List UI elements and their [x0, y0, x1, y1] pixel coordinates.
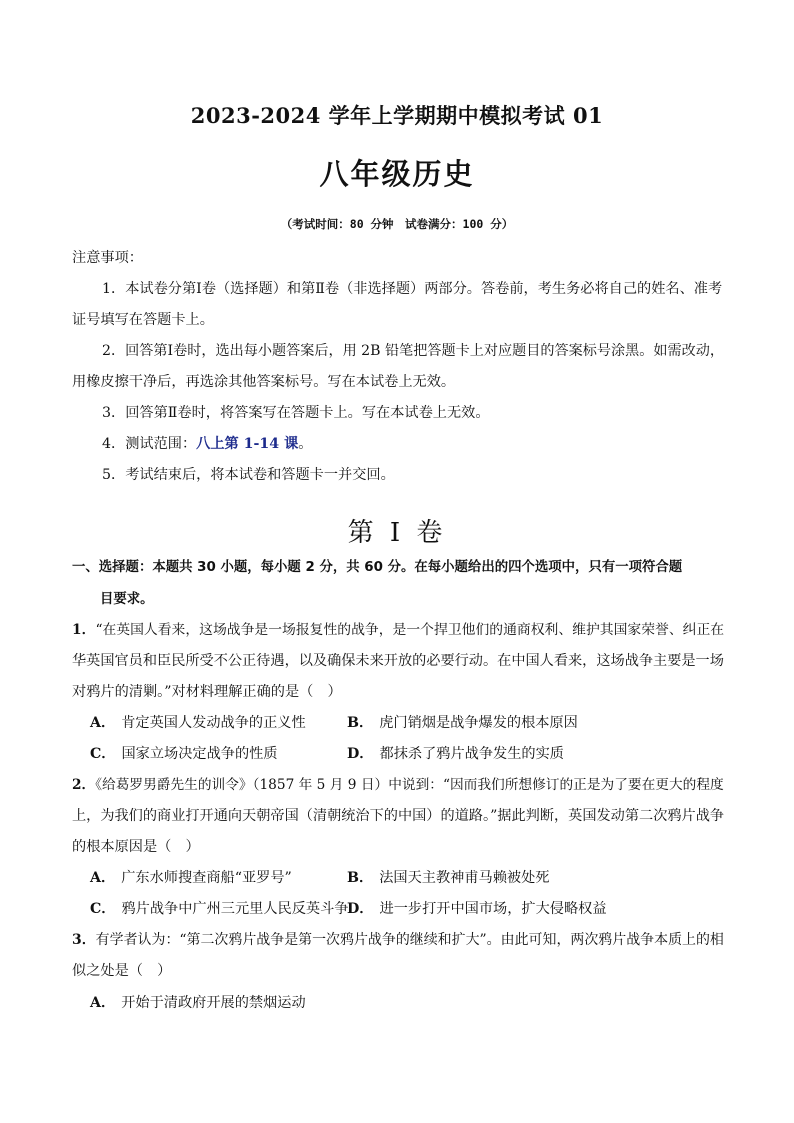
note-1-line-1: 1．本试卷分第Ⅰ卷（选择题）和第Ⅱ卷（非选择题）两部分。答卷前，考生务必将自己的姓名、准考 [102, 281, 723, 297]
question-1-number: 1． [72, 622, 96, 638]
exam-title: 2023-2024 学年上学期期中模拟考试 01 [190, 103, 604, 128]
option-label: D． [347, 901, 374, 917]
option-text: 都抹杀了鸦片战争发生的实质 [379, 746, 564, 762]
question-3-line-2: 似之处是（ ） [72, 963, 172, 979]
option-text: 开始于清政府开展的禁烟运动 [121, 995, 306, 1011]
question-1-option-c[interactable] [90, 744, 278, 764]
option-label: C． [90, 901, 116, 917]
instructions-line-2: 目要求。 [100, 592, 154, 607]
question-2-line-1 [72, 775, 724, 795]
question-3-number: 3． [72, 932, 96, 948]
note-2-line-2: 用橡皮擦干净后，再选涂其他答案标号。写在本试卷上无效。 [72, 374, 456, 390]
option-text: 虎门销烟是战争爆发的根本原因 [379, 715, 578, 731]
question-1-option-b[interactable] [347, 713, 578, 733]
question-2-option-b[interactable] [347, 868, 549, 888]
question-2-line-3: 的根本原因是（ ） [72, 839, 200, 855]
question-1-line-2: 华英国官员和臣民所受不公正待遇，以及确保未来开放的必要行动。在中国人看来，这场战争主要是一场 [72, 653, 724, 669]
option-label: A． [90, 870, 116, 886]
note-1-line-2: 证号填写在答题卡上。 [72, 312, 214, 328]
question-1-option-d[interactable] [347, 744, 564, 764]
section-title: 第 I 卷 [347, 518, 447, 548]
question-2-option-c[interactable] [90, 899, 349, 919]
option-text: 鸦片战争中广州三元里人民反英斗争 [121, 901, 349, 917]
note-5: 5．考试结束后，将本试卷和答题卡一并交回。 [102, 467, 395, 483]
note-2-line-1: 2．回答第Ⅰ卷时，选出每小题答案后，用 2B 铅笔把答题卡上对应题目的答案标号涂黑。如需改动， [102, 343, 725, 359]
note-4-suffix: 。 [298, 436, 313, 452]
exam-info: （考试时间：80 分钟 试卷满分：100 分） [280, 217, 514, 231]
option-label: D． [347, 746, 374, 762]
question-1-line-1 [72, 620, 724, 640]
instructions-line-1: 一、选择题：本题共 30 小题，每小题 2 分，共 60 分。在每小题给出的四个选项中，只有一项符合题 [72, 560, 683, 575]
question-2-option-a[interactable] [90, 868, 292, 888]
question-2-line-2: 上，为我们的商业打开通向天朝帝国（清朝统治下的中国）的道路。”据此判断，英国发动第二次鸦片战争 [72, 808, 725, 824]
question-3-option-a[interactable] [90, 993, 306, 1013]
note-4-prefix: 4．测试范围： [102, 436, 197, 452]
question-2-option-d[interactable] [347, 899, 607, 919]
option-label: A． [90, 995, 116, 1011]
option-text: 肯定英国人发动战争的正义性 [121, 715, 306, 731]
question-2-text-1: 《给葛罗男爵先生的训令》（1857 年 5 月 9 日）中说到：“因而我们所想修订的正是为了要在更大的程度 [95, 777, 724, 793]
option-label: C． [90, 746, 116, 762]
question-1-text-1: “在英国人看来，这场战争是一场报复性的战争，是一个捍卫他们的通商权利、维护其国家荣誉、纠正在 [95, 622, 725, 638]
question-3-text-1: 有学者认为：“第二次鸦片战争是第一次鸦片战争的继续和扩大”。由此可知，两次鸦片战争本质上的相 [95, 932, 724, 948]
notes-heading: 注意事项： [72, 250, 143, 266]
note-3: 3．回答第Ⅱ卷时，将答案写在答题卡上。写在本试卷上无效。 [102, 405, 490, 421]
option-text: 法国天主教神甫马赖被处死 [379, 870, 550, 886]
question-3-line-1 [72, 930, 724, 950]
option-text: 广东水师搜查商船“亚罗号” [121, 870, 292, 886]
option-label: B． [347, 715, 374, 731]
question-1-option-a[interactable] [90, 713, 306, 733]
note-4 [102, 434, 313, 454]
option-label: B． [347, 870, 374, 886]
question-2-number: 2． [72, 777, 96, 793]
question-1-line-3: 对鸦片的清剿。”对材料理解正确的是（ ） [72, 684, 342, 700]
option-label: A． [90, 715, 116, 731]
test-scope: 八上第 1-14 课 [196, 436, 299, 452]
subject-title: 八年级历史 [319, 157, 475, 191]
option-text: 进一步打开中国市场，扩大侵略权益 [379, 901, 607, 917]
option-text: 国家立场决定战争的性质 [121, 746, 278, 762]
